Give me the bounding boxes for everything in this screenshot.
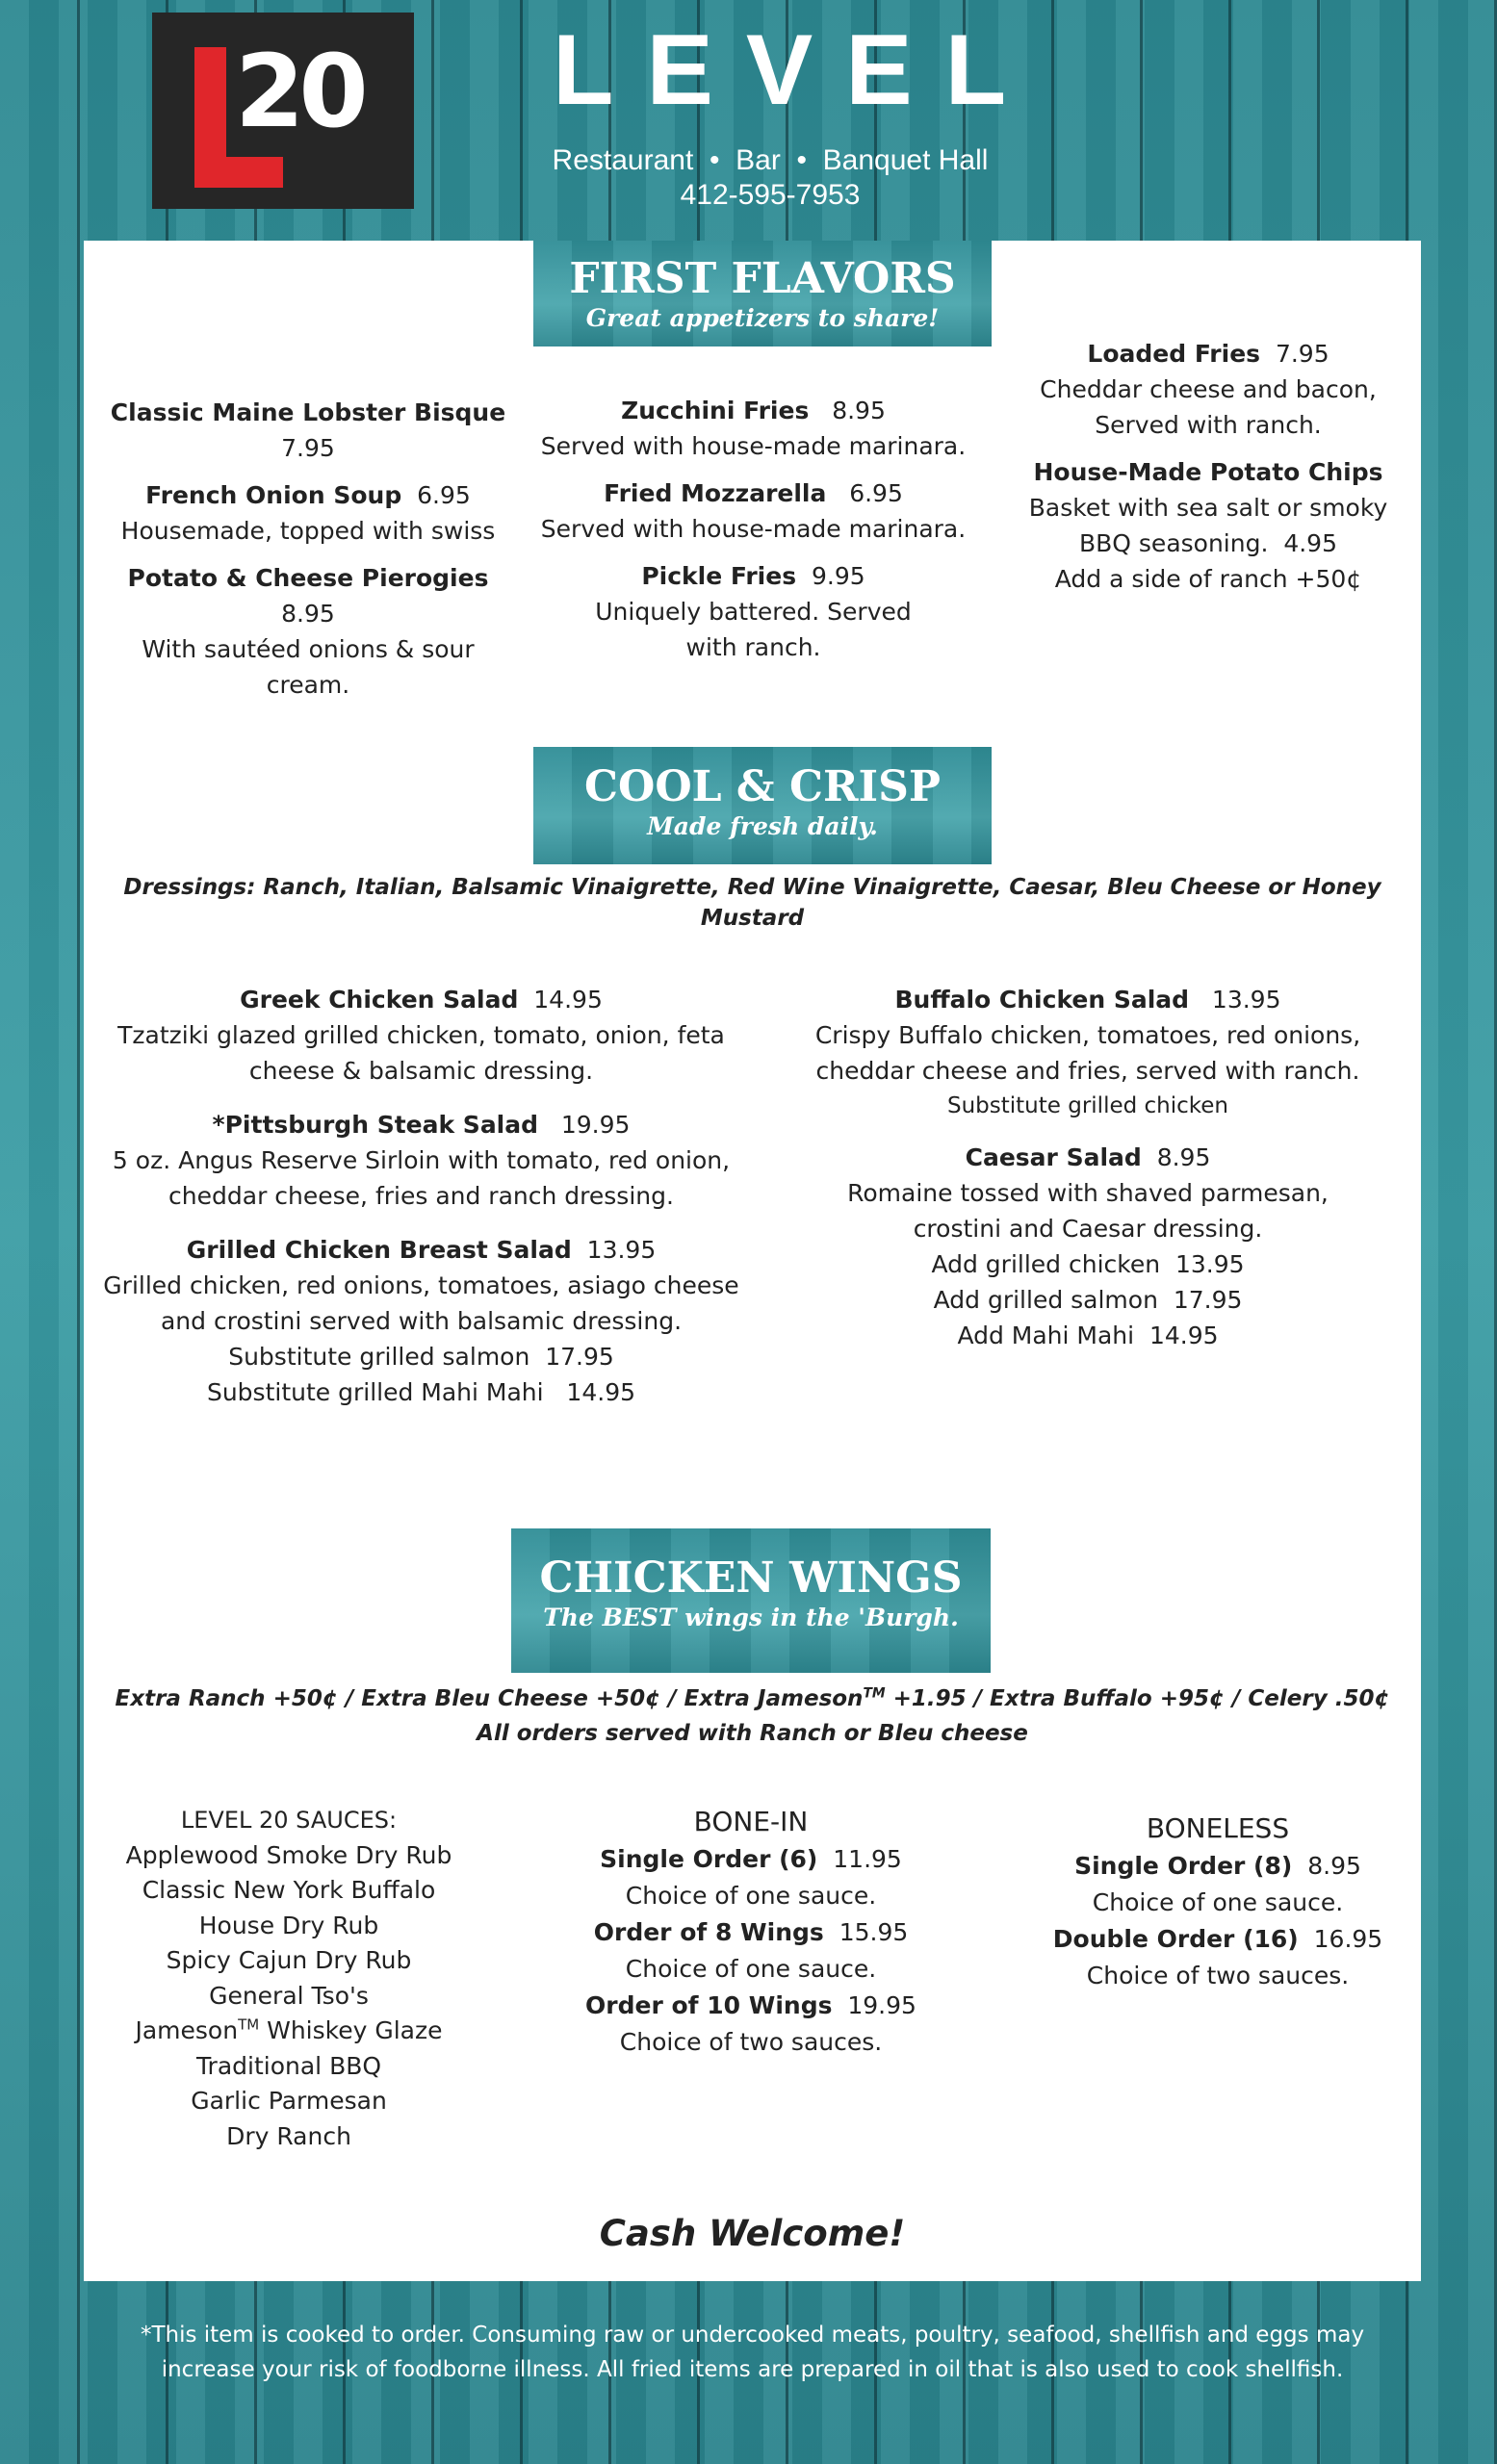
item-name: Single Order (8): [1074, 1852, 1293, 1880]
sauce-item: Applewood Smoke Dry Rub: [125, 1840, 452, 1869]
salads-right: [789, 982, 1386, 1353]
item-price: 19.95: [560, 1111, 631, 1139]
menu-item: [101, 477, 515, 513]
phone-number: 412-595-7953: [680, 179, 861, 211]
item-desc: Housemade, topped with swiss: [120, 517, 496, 545]
menu-item: [1006, 454, 1410, 490]
item-desc: Choice of one sauce.: [1092, 1888, 1344, 1916]
dressings-line: Dressings: Ranch, Italian, Balsamic Vinaigrette, Red Wine Vinaigrette, Caesar, Bleu Cheese or Honey Mustard: [123, 875, 1381, 931]
wings-extras: [84, 1681, 1421, 1751]
bone-in-title: BONE-IN: [693, 1806, 809, 1837]
item-price: 11.95: [833, 1845, 902, 1873]
menu-item: [1006, 336, 1410, 372]
appetizers-col-3: [1006, 336, 1410, 597]
item-price: 7.95: [1275, 340, 1329, 368]
item-price: 6.95: [417, 481, 471, 509]
item-substitute: Substitute grilled Mahi Mahi 14.95: [206, 1378, 636, 1406]
item-desc-text: Basket with sea salt or smoky BBQ seasoning.: [1028, 494, 1388, 557]
first-flavors-subtitle: Great appetizers to share!: [585, 304, 940, 332]
menu-item: [539, 558, 968, 594]
sauce-item: Jameson™ Whiskey Glaze: [135, 2015, 443, 2044]
tagline: Restaurant • Bar • Banquet Hall: [552, 144, 989, 176]
sauce-item: Classic New York Buffalo: [142, 1876, 436, 1904]
item-name: Loaded Fries: [1087, 340, 1261, 368]
disclaimer-text: *This item is cooked to order. Consuming raw or undercooked meats, poultry, seafood, shellfish and eggs may increase your risk of foodborne illness. All fried items are prepared in oil that is also used to cook shellfish.: [140, 2323, 1365, 2382]
item-name: House-Made Potato Chips: [1033, 458, 1383, 486]
sauces-title: LEVEL 20 SAUCES:: [180, 1807, 398, 1834]
sauce-item: Garlic Parmesan: [191, 2087, 387, 2115]
logo-number: 20: [235, 33, 363, 150]
item-price: 8.95: [832, 397, 886, 424]
menu-item: [539, 475, 968, 511]
sauce-item: Dry Ranch: [226, 2121, 351, 2150]
wings-title: CHICKEN WINGS: [539, 1553, 963, 1603]
item-substitute: Substitute grilled salmon 17.95: [228, 1343, 614, 1371]
menu-item: [789, 982, 1386, 1017]
item-name: Potato & Cheese Pierogies: [127, 564, 489, 592]
item-name: Fried Mozzarella: [604, 479, 827, 507]
item-desc: Choice of one sauce.: [625, 1955, 877, 1983]
item-price: 6.95: [849, 479, 903, 507]
item-addon: Add Mahi Mahi 14.95: [957, 1322, 1219, 1349]
extras-line-2: All orders served with Ranch or Bleu cheese: [477, 1721, 1028, 1746]
cool-crisp-title: COOL & CRISP: [583, 762, 941, 811]
sauce-item: General Tso's: [209, 1981, 369, 2010]
menu-item: [101, 560, 515, 631]
item-price: 4.95: [1283, 529, 1337, 557]
item-name: French Onion Soup: [145, 481, 402, 509]
cash-welcome: Cash Welcome!: [599, 2213, 906, 2254]
menu-item: [1016, 1848, 1420, 1885]
logo: [152, 13, 414, 209]
menu-item: [549, 1988, 953, 2024]
item-desc: [1006, 490, 1410, 561]
sauce-item: Traditional BBQ: [195, 2051, 382, 2080]
item-name: Single Order (6): [600, 1845, 818, 1873]
item-name: Caesar Salad: [965, 1143, 1142, 1171]
disclaimer: [84, 2318, 1421, 2387]
boneless-column: [1016, 1810, 1420, 1994]
first-flavors-banner: [533, 241, 992, 346]
item-desc: Choice of one sauce.: [625, 1882, 877, 1910]
item-price: 9.95: [812, 562, 865, 590]
item-name: Order of 8 Wings: [593, 1918, 824, 1946]
item-price: 13.95: [586, 1236, 657, 1264]
item-price: 8.95: [1307, 1852, 1361, 1880]
item-price: 7.95: [281, 434, 335, 462]
wings-banner: [511, 1528, 991, 1673]
item-price: 13.95: [1211, 986, 1281, 1014]
logo-l-foot: [194, 157, 283, 188]
menu-item: [91, 1107, 751, 1142]
item-substitute: Substitute grilled chicken: [946, 1093, 1228, 1118]
item-name: *Pittsburgh Steak Salad: [212, 1111, 539, 1139]
menu-item: [789, 1140, 1386, 1175]
sauce-item: Spicy Cajun Dry Rub: [166, 1946, 412, 1974]
menu-item: [101, 395, 515, 430]
item-desc: Crispy Buffalo chicken, tomatoes, red onions, cheddar cheese and fries, served with ranch.: [814, 1021, 1361, 1085]
item-desc: Served with house-made marinara.: [540, 432, 967, 460]
first-flavors-title: FIRST FLAVORS: [569, 254, 956, 303]
menu-item: [539, 393, 968, 428]
item-desc: Served with house-made marinara.: [540, 515, 967, 543]
wings-subtitle: The BEST wings in the 'Burgh.: [543, 1604, 959, 1631]
menu-item: [91, 982, 751, 1017]
boneless-title: BONELESS: [1146, 1812, 1290, 1844]
menu-item: [549, 1914, 953, 1951]
item-desc: Choice of two sauces.: [619, 2028, 883, 2056]
item-price: 19.95: [847, 1991, 916, 2019]
item-name: Double Order (16): [1052, 1925, 1299, 1953]
menu-item: [549, 1841, 953, 1878]
item-name: Order of 10 Wings: [585, 1991, 833, 2019]
appetizers-col-1: [101, 395, 515, 703]
item-addon: Add grilled salmon 17.95: [933, 1286, 1243, 1314]
cool-crisp-subtitle: Made fresh daily.: [647, 812, 878, 840]
item-desc: Grilled chicken, red onions, tomatoes, asiago cheese and crostini served with balsamic dressing.: [103, 1271, 739, 1335]
item-desc: Cheddar cheese and bacon, Served with ranch.: [1040, 375, 1377, 439]
appetizers-col-2: [539, 393, 968, 665]
sauces-column: [96, 1803, 481, 2154]
item-name: Grilled Chicken Breast Salad: [186, 1236, 572, 1264]
cool-crisp-banner: [533, 747, 992, 864]
brand-title: LEVEL: [553, 14, 1040, 126]
menu-item: [91, 1232, 751, 1268]
salads-left: [91, 982, 751, 1410]
item-name: Zucchini Fries: [621, 397, 810, 424]
item-addon: Add grilled chicken 13.95: [931, 1250, 1245, 1278]
sauce-item: House Dry Rub: [198, 1911, 379, 1939]
item-desc: Choice of two sauces.: [1086, 1962, 1350, 1989]
item-name: Classic Maine Lobster Bisque: [110, 398, 506, 426]
bone-in-column: [549, 1803, 953, 2061]
item-name: Greek Chicken Salad: [240, 986, 519, 1014]
item-desc: 5 oz. Angus Reserve Sirloin with tomato, red onion, cheddar cheese, fries and ranch dressing.: [112, 1146, 731, 1210]
extras-line-1: Extra Ranch +50¢ / Extra Bleu Cheese +50¢ / Extra Jameson™ +1.95 / Extra Buffalo +95¢ / Celery .50¢: [115, 1685, 1390, 1711]
item-desc: Romaine tossed with shaved parmesan, crostini and Caesar dressing.: [847, 1179, 1329, 1243]
item-addon: Add a side of ranch +50¢: [1054, 565, 1362, 593]
item-price: 8.95: [281, 600, 335, 628]
item-price: 14.95: [533, 986, 603, 1014]
item-name: Buffalo Chicken Salad: [894, 986, 1190, 1014]
item-desc: With sautéed onions & sour cream.: [142, 635, 475, 699]
menu-item: [1016, 1921, 1420, 1958]
item-price: 16.95: [1313, 1925, 1383, 1953]
item-price: 15.95: [839, 1918, 909, 1946]
item-desc: Uniquely battered. Served with ranch.: [595, 598, 912, 661]
item-name: Pickle Fries: [641, 562, 797, 590]
item-desc: Tzatziki glazed grilled chicken, tomato, onion, feta cheese & balsamic dressing.: [117, 1021, 725, 1085]
item-price: 8.95: [1156, 1143, 1211, 1171]
